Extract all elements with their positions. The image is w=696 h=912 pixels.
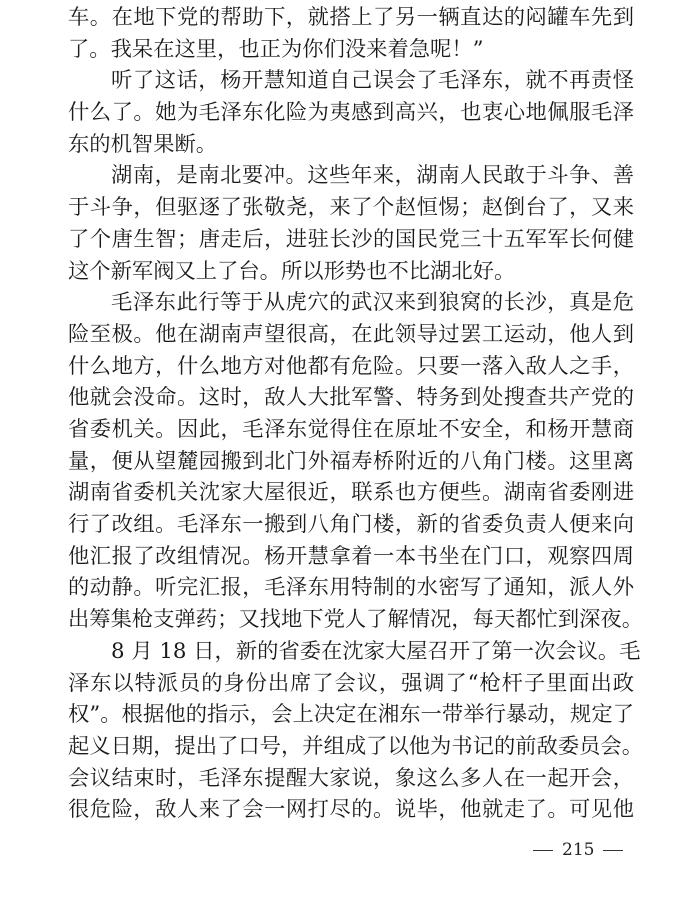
text-line-21: 8 月 18 日，新的省委在沈家大屋召开了第一次会议。毛 (111, 638, 641, 664)
text-line-19: 的动静。听完汇报，毛泽东用特制的水密写了通知，派人外 (68, 575, 634, 601)
folio-dash-left (533, 850, 553, 851)
text-line-9: 这个新军阀又上了台。所以形势也不比湖北好。 (68, 258, 516, 284)
text-line-4: 什么了。她为毛泽东化险为夷感到高兴，也衷心地佩服毛泽 (68, 100, 634, 126)
text-line-17: 行了改组。毛泽东一搬到八角门楼，新的省委负责人便来向 (68, 512, 634, 538)
text-line-2: 了。我呆在这里，也正为你们没来着急呢！” (68, 36, 484, 62)
text-line-6: 湖南，是南北要冲。这些年来，湖南人民敢于斗争、善 (111, 163, 634, 189)
text-line-5: 东的机智果断。 (68, 131, 218, 157)
text-line-1: 车。在地下党的帮助下，就搭上了另一辆直达的闷罐车先到 (68, 5, 634, 30)
page-number (533, 838, 623, 862)
text-line-18: 他汇报了改组情况。杨开慧拿着一本书坐在门口，观察四周 (68, 543, 634, 569)
text-line-22: 泽东以特派员的身份出席了会议，强调了“枪杆子里面出政 (68, 670, 634, 696)
text-line-7: 于斗争，但驱逐了张敬尧，来了个赵恒惕；赵倒台了，又来 (68, 195, 634, 221)
text-line-8: 了个唐生智；唐走后，进驻长沙的国民党三十五军军长何健 (68, 226, 634, 252)
text-line-15: 量，便从望麓园搬到北门外福寿桥附近的八角门楼。这里离 (68, 448, 634, 474)
text-line-26: 很危险，敌人来了会一网打尽的。说毕，他就走了。可见他 (68, 797, 634, 823)
text-line-24: 起义日期，提出了口号，并组成了以他为书记的前敌委员会。 (68, 733, 644, 759)
text-line-13: 他就会没命。这时，敌人大批军警、特务到处搜查共产党的 (68, 385, 634, 411)
text-line-23: 权”。根据他的指示，会上决定在湘东一带举行暴动，规定了 (68, 702, 634, 728)
text-line-11: 险至极。他在湖南声望很高，在此领导过罢工运动，他人到 (68, 321, 634, 347)
text-line-25: 会议结束时，毛泽东提醒大家说，象这么多人在一起开会， (68, 765, 634, 791)
text-line-14: 省委机关。因此，毛泽东觉得住在原址不安全，和杨开慧商 (68, 417, 634, 442)
text-line-20: 出筹集枪支弹药；又找地下党人了解情况，每天都忙到深夜。 (68, 607, 644, 633)
text-line-10: 毛泽东此行等于从虎穴的武汉来到狼窝的长沙，真是危 (111, 290, 634, 316)
text-line-3: 听了这话，杨开慧知道自己误会了毛泽东，就不再责怪 (111, 68, 634, 94)
page-number-text: 215 (562, 840, 595, 860)
text-line-12: 什么地方，什么地方对他都有危险。只要一落入敌人之手， (68, 353, 634, 379)
folio-dash-right (603, 850, 623, 851)
text-line-16: 湖南省委机关沈家大屋很近，联系也方便些。湖南省委刚进 (68, 480, 634, 506)
